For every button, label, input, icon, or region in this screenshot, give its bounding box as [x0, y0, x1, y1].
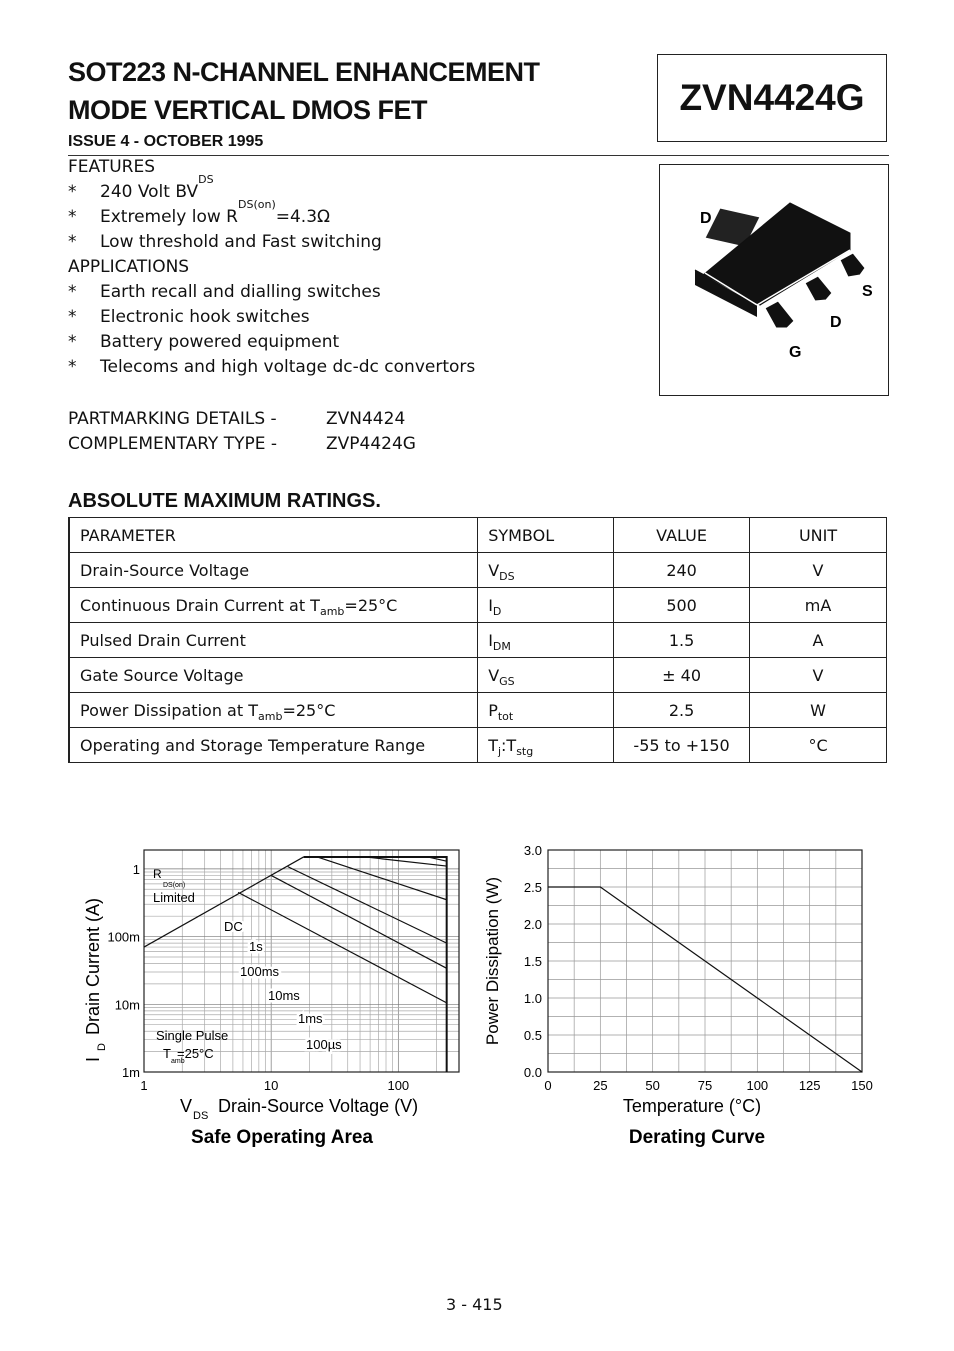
charts — [0, 830, 954, 1160]
pin-label-d: D — [830, 314, 842, 331]
unit-cell: °C — [750, 728, 887, 763]
ratings-heading: ABSOLUTE MAXIMUM RATINGS. — [68, 490, 381, 512]
derating-y-tick-label: 3.0 — [523, 843, 542, 858]
value-cell: -55 to +150 — [614, 728, 750, 763]
symbol-cell: $V_{DS}$ — [478, 553, 614, 588]
table-row — [69, 588, 887, 623]
soa-annotation: DS(on) — [163, 882, 186, 889]
soa-x-axis-label: Drain-Source Voltage (V) — [218, 1096, 419, 1116]
soa-annotation: Limited — [153, 890, 195, 905]
value-cell: 500 — [614, 588, 750, 623]
unit-cell: A — [750, 623, 887, 658]
sot223-package-icon — [660, 165, 888, 395]
column-header: UNIT — [750, 518, 887, 553]
parameter-cell: Continuous Drain Current at $T_{amb}=25^\circ C$ — [69, 588, 478, 623]
soa-annotation: R — [153, 867, 162, 881]
complementary-label: COMPLEMENTARY TYPE - — [68, 434, 278, 454]
table-row — [69, 728, 887, 763]
soa-annotation: 1s — [249, 939, 263, 954]
soa-y-tick-label: 1 — [132, 861, 140, 877]
symbol-cell: $P_{tot}$ — [478, 693, 614, 728]
value-cell: 240 — [614, 553, 750, 588]
feature-item: * 240 Volt BV DS — [68, 173, 214, 202]
soa-y-tick-label: 10m — [114, 997, 140, 1013]
symbol-cell: $I_{DM}$ — [478, 623, 614, 658]
soa-annotation: 1ms — [298, 1011, 323, 1026]
soa-y-axis-label-sub: D — [96, 1043, 108, 1051]
soa-x-axis-label-main: V — [180, 1096, 193, 1116]
derating-x-axis-label: Temperature (°C) — [622, 1096, 762, 1116]
derating-y-tick-label: 2.0 — [523, 917, 542, 932]
features-section — [68, 155, 628, 380]
column-header: VALUE — [614, 518, 750, 553]
soa-x-tick-label: 10 — [263, 1078, 279, 1093]
value-cell: 2.5 — [614, 693, 750, 728]
ratings-table — [68, 517, 887, 763]
title-line-1: SOT223 N-CHANNEL ENHANCEMENT — [68, 57, 540, 87]
soa-annotation: 100ms — [240, 964, 280, 979]
column-header: PARAMETER — [69, 518, 478, 553]
table-header-row — [69, 518, 887, 553]
derating-x-tick-label: 125 — [798, 1078, 821, 1093]
derating-x-tick-label: 100 — [746, 1078, 769, 1093]
soa-x-axis-label-sub: DS — [193, 1110, 209, 1122]
soa-series-line — [238, 892, 447, 1003]
issue-date: ISSUE 4 - OCTOBER 1995 — [68, 133, 264, 150]
application-item: * Telecoms and high voltage dc-dc convertors — [68, 357, 476, 377]
application-item: * Battery powered equipment — [68, 332, 340, 352]
pin-label-tab-d: D — [700, 210, 712, 227]
table-row — [69, 693, 887, 728]
derating-chart-title: Derating Curve — [628, 1127, 766, 1148]
parameter-cell: Drain-Source Voltage — [69, 553, 478, 588]
soa-y-axis-label: Drain Current (A) — [83, 897, 103, 1035]
symbol-cell: $I_D$ — [478, 588, 614, 623]
title-line-2: MODE VERTICAL DMOS FET — [68, 95, 428, 125]
value-cell: ± 40 — [614, 658, 750, 693]
soa-x-tick-label: 100 — [387, 1078, 410, 1093]
derating-y-tick-label: 0.5 — [523, 1028, 542, 1043]
soa-x-tick-label: 1 — [140, 1078, 148, 1093]
unit-cell: mA — [750, 588, 887, 623]
symbol-cell: $T_j:T_{stg}$ — [478, 728, 614, 763]
soa-annotation: Single Pulse — [156, 1028, 229, 1043]
soa-annotation: DC — [224, 919, 243, 934]
application-item: * Earth recall and dialling switches — [68, 282, 381, 302]
derating-x-tick-label: 0 — [544, 1078, 552, 1093]
soa-annotation: amb — [171, 1058, 185, 1065]
pin-label-s: S — [862, 283, 873, 300]
table-row — [69, 553, 887, 588]
parameter-cell: Pulsed Drain Current — [69, 623, 478, 658]
derating-x-tick-label: 25 — [593, 1078, 608, 1093]
complementary-value: ZVP4424G — [326, 434, 416, 454]
unit-cell: V — [750, 658, 887, 693]
table-row — [69, 658, 887, 693]
soa-annotation: 100µs — [306, 1037, 342, 1052]
derating-x-tick-label: 50 — [645, 1078, 660, 1093]
column-header: SYMBOL — [478, 518, 614, 553]
derating-x-tick-label: 75 — [697, 1078, 713, 1093]
parameter-cell: Operating and Storage Temperature Range — [69, 728, 478, 763]
page-number: 3 - 415 — [446, 1295, 503, 1314]
pin-label-g: G — [789, 344, 802, 361]
application-item: * Electronic hook switches — [68, 307, 310, 327]
package-image — [659, 164, 889, 396]
features-heading: FEATURES — [68, 157, 156, 177]
soa-annotation: 10ms — [268, 988, 300, 1003]
soa-chart-title: Safe Operating Area — [191, 1127, 373, 1148]
applications-heading: APPLICATIONS — [68, 257, 190, 277]
parameter-cell: Gate Source Voltage — [69, 658, 478, 693]
parameter-cell: Power Dissipation at $T_{amb}=25^\circ C$ — [69, 693, 478, 728]
soa-y-tick-label: 100m — [107, 929, 140, 945]
soa-annotation: =25°C — [177, 1046, 214, 1061]
symbol-cell: $V_{GS}$ — [478, 658, 614, 693]
table-row — [69, 623, 887, 658]
part-number-box: ZVN4424G — [657, 54, 887, 142]
soa-annotation: T — [163, 1046, 171, 1061]
unit-cell: W — [750, 693, 887, 728]
partmarking-value: ZVN4424 — [326, 409, 406, 429]
derating-y-tick-label: 1.5 — [523, 954, 542, 969]
partmarking-label: PARTMARKING DETAILS - — [68, 409, 277, 429]
derating-x-tick-label: 150 — [851, 1078, 873, 1093]
soa-y-tick-label: 1m — [121, 1065, 140, 1080]
derating-y-axis-label: Power Dissipation (W) — [483, 876, 502, 1046]
soa-y-axis-label-main: I — [83, 1056, 103, 1062]
derating-y-tick-label: 1.0 — [523, 991, 542, 1006]
feature-item: * Low threshold and Fast switching — [68, 232, 382, 252]
derating-y-tick-label: 0.0 — [523, 1065, 542, 1080]
unit-cell: V — [750, 553, 887, 588]
feature-item: * Extremely low R DS(on) =4.3Ω — [68, 198, 331, 227]
value-cell: 1.5 — [614, 623, 750, 658]
derating-y-tick-label: 2.5 — [523, 880, 542, 895]
